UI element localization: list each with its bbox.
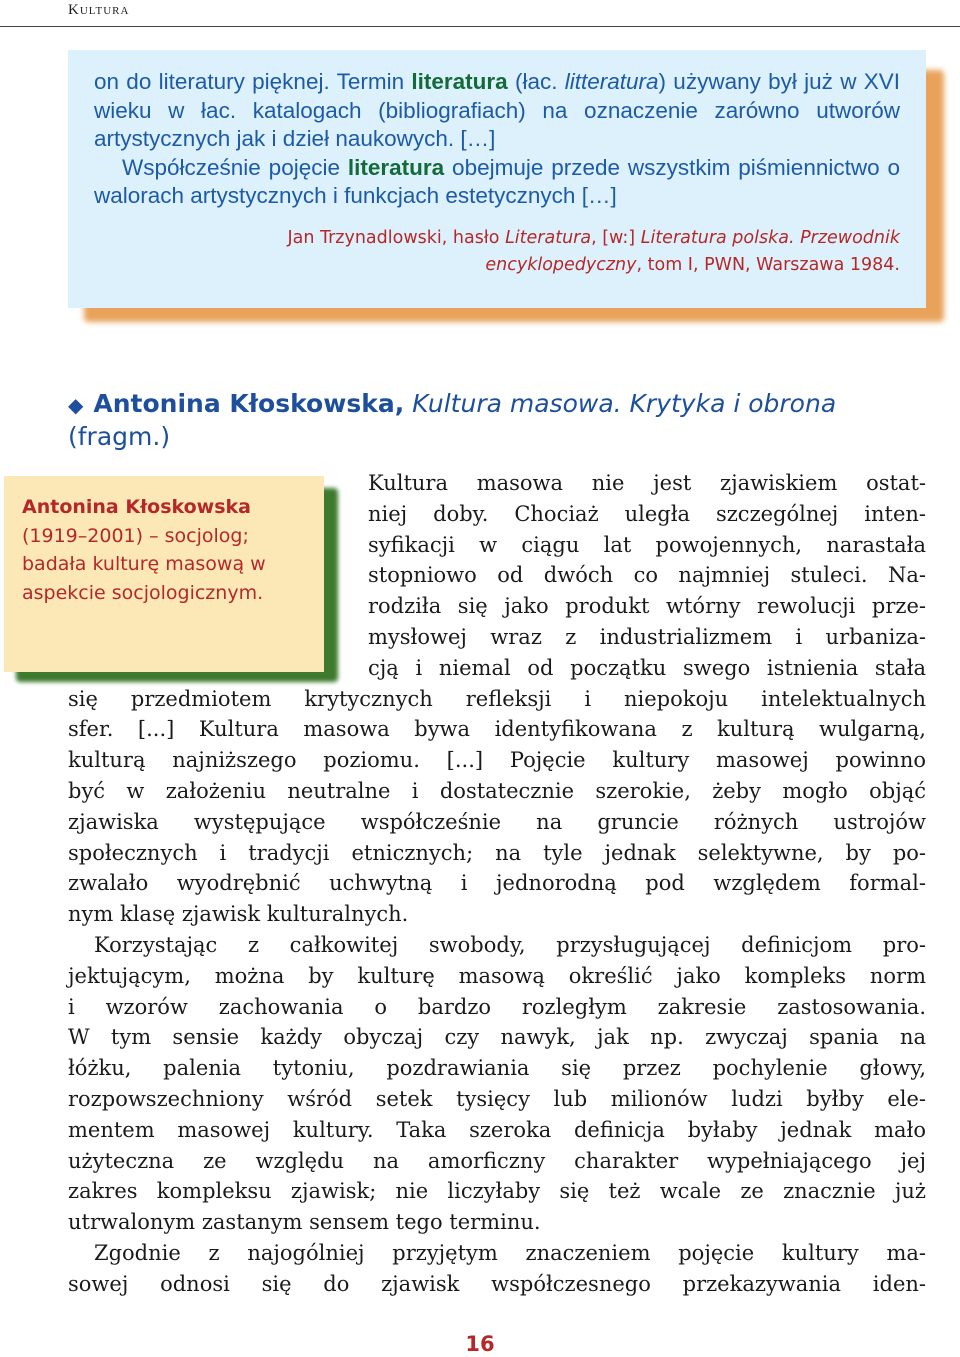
body-line: kulturą najniższego poziomu. [...] Pojęcie kultury masowej powinno <box>68 748 926 773</box>
body-line: stopniowo od dwóch co najmniej stuleci. Na- <box>368 563 926 588</box>
quote-citation <box>156 225 900 279</box>
section-heading <box>68 388 928 453</box>
cite-entry: Literatura <box>505 227 592 248</box>
author-note-box <box>4 476 324 672</box>
body-line: mysłowej wraz z industrializmem i urbaniza- <box>368 624 926 649</box>
body-line: nym klasę zjawisk kulturalnych. <box>68 902 409 927</box>
header-rule <box>0 26 960 27</box>
quote-text-2a: Współcześnie pojęcie <box>122 154 348 180</box>
quote-term-1: literatura <box>411 69 508 94</box>
body-line: W tym sensie każdy obyczaj czy nawyk, jak np. zwyczaj spania na <box>68 1025 926 1050</box>
body-line: łóżku, palenia tytoniu, pozdrawiania się przez pochylenie głowy, <box>68 1056 926 1081</box>
cite-end: , tom I, PWN, Warszawa 1984. <box>636 254 900 275</box>
body-line: być w założeniu neutralne i dostatecznie szerokie, żeby mogło objąć <box>68 778 926 803</box>
body-line: niej doby. Chociaż uległa szczególnej inten- <box>368 501 926 526</box>
body-line: użyteczna ze względu na amorficzny charakter wypełniającego jej <box>68 1148 926 1173</box>
body-line: zwalało wyodrębnić uchwytną i jednorodną pod względem formal- <box>68 871 926 896</box>
quote-text-1a: on do literatury pięknej. Termin <box>94 69 412 94</box>
running-head: Kultura <box>68 2 130 18</box>
body-line: utrwalonym zastanym sensem tego terminu. <box>68 1210 541 1235</box>
quote-term-2: literatura <box>347 154 445 180</box>
quote-box <box>68 50 926 308</box>
note-text: (1919–2001) – socjolog; badała kulturę masową w aspekcie socjologicznym. <box>22 524 266 604</box>
body-line: syfikacji w ciągu lat powojennych, narastała <box>368 532 926 557</box>
heading-suffix: (fragm.) <box>68 422 171 451</box>
body-line: rozpowszechniony wśród setek tysięcy lub milionów ludzi byłby ele- <box>68 1086 926 1111</box>
heading-author: Antonina Kłoskowska, <box>93 389 405 418</box>
quote-latin: litteratura <box>564 69 659 94</box>
body-line: i wzorów zachowania o bardzo rozległym zakresie zastosowania. <box>68 994 926 1019</box>
body-line: sowej odnosi się do zjawisk współczesnego przekazywania iden- <box>68 1271 926 1296</box>
body-line: Korzystając z całkowitej swobody, przysługującej definicjom pro- <box>94 932 926 957</box>
body-line: sfer. [...] Kultura masowa bywa identyfikowana z kulturą wulgarną, <box>68 717 926 742</box>
body-line: się przedmiotem krytycznych refleksji i niepokoju intelektualnych <box>68 686 926 711</box>
page-number: 16 <box>465 1332 495 1356</box>
body-line: zakres kompleksu zjawisk; nie liczyłaby się też wcale ze znacznie już <box>68 1179 926 1204</box>
body-line: zjawiska występujące współcześnie na gruncie różnych ustrojów <box>68 809 926 834</box>
heading-title: Kultura masowa. Krytyka i obrona <box>412 389 837 418</box>
body-line: Zgodnie z najogólniej przyjętym znaczeniem pojęcie kultury ma- <box>94 1240 926 1265</box>
note-author-name: Antonina Kłoskowska <box>22 496 252 518</box>
body-line: mentem masowej kultury. Taka szeroka definicja byłaby jednak mało <box>68 1117 926 1142</box>
cite-mid: , [w:] <box>591 227 641 248</box>
quote-text-1b: (łac. <box>507 69 565 94</box>
body-line: cją i niemal od początku swego istnienia stała <box>368 655 926 680</box>
quote-text-2b: obejmuje przede wszystkim piśmiennictwo o walorach artystycznych i funkcjach estetycznych […] <box>94 154 901 208</box>
cite-author: Jan Trzynadlowski, hasło <box>287 227 506 248</box>
quote-text-1c: ) używany był już w XVI wieku w łac. katalogach (bibliografiach) na oznaczenie zarówno utworów artystycznych jak i dzieł naukowych. […] <box>94 69 900 151</box>
body-line: społecznych i tradycji etnicznych; na tyle jednak selektywne, by po- <box>68 840 926 865</box>
body-line: Kultura masowa nie jest zjawiskiem ostat- <box>368 471 926 495</box>
diamond-bullet-icon: ◆ <box>68 393 84 417</box>
quote-body <box>94 68 900 211</box>
body-line: jektującym, można by kulturę masową określić jako kompleks norm <box>68 963 926 988</box>
body-line: rodziła się jako produkt wtórny rewolucji prze- <box>368 594 926 619</box>
cite-book: Literatura polska. Przewodnik encyklopedyczny <box>485 227 900 275</box>
